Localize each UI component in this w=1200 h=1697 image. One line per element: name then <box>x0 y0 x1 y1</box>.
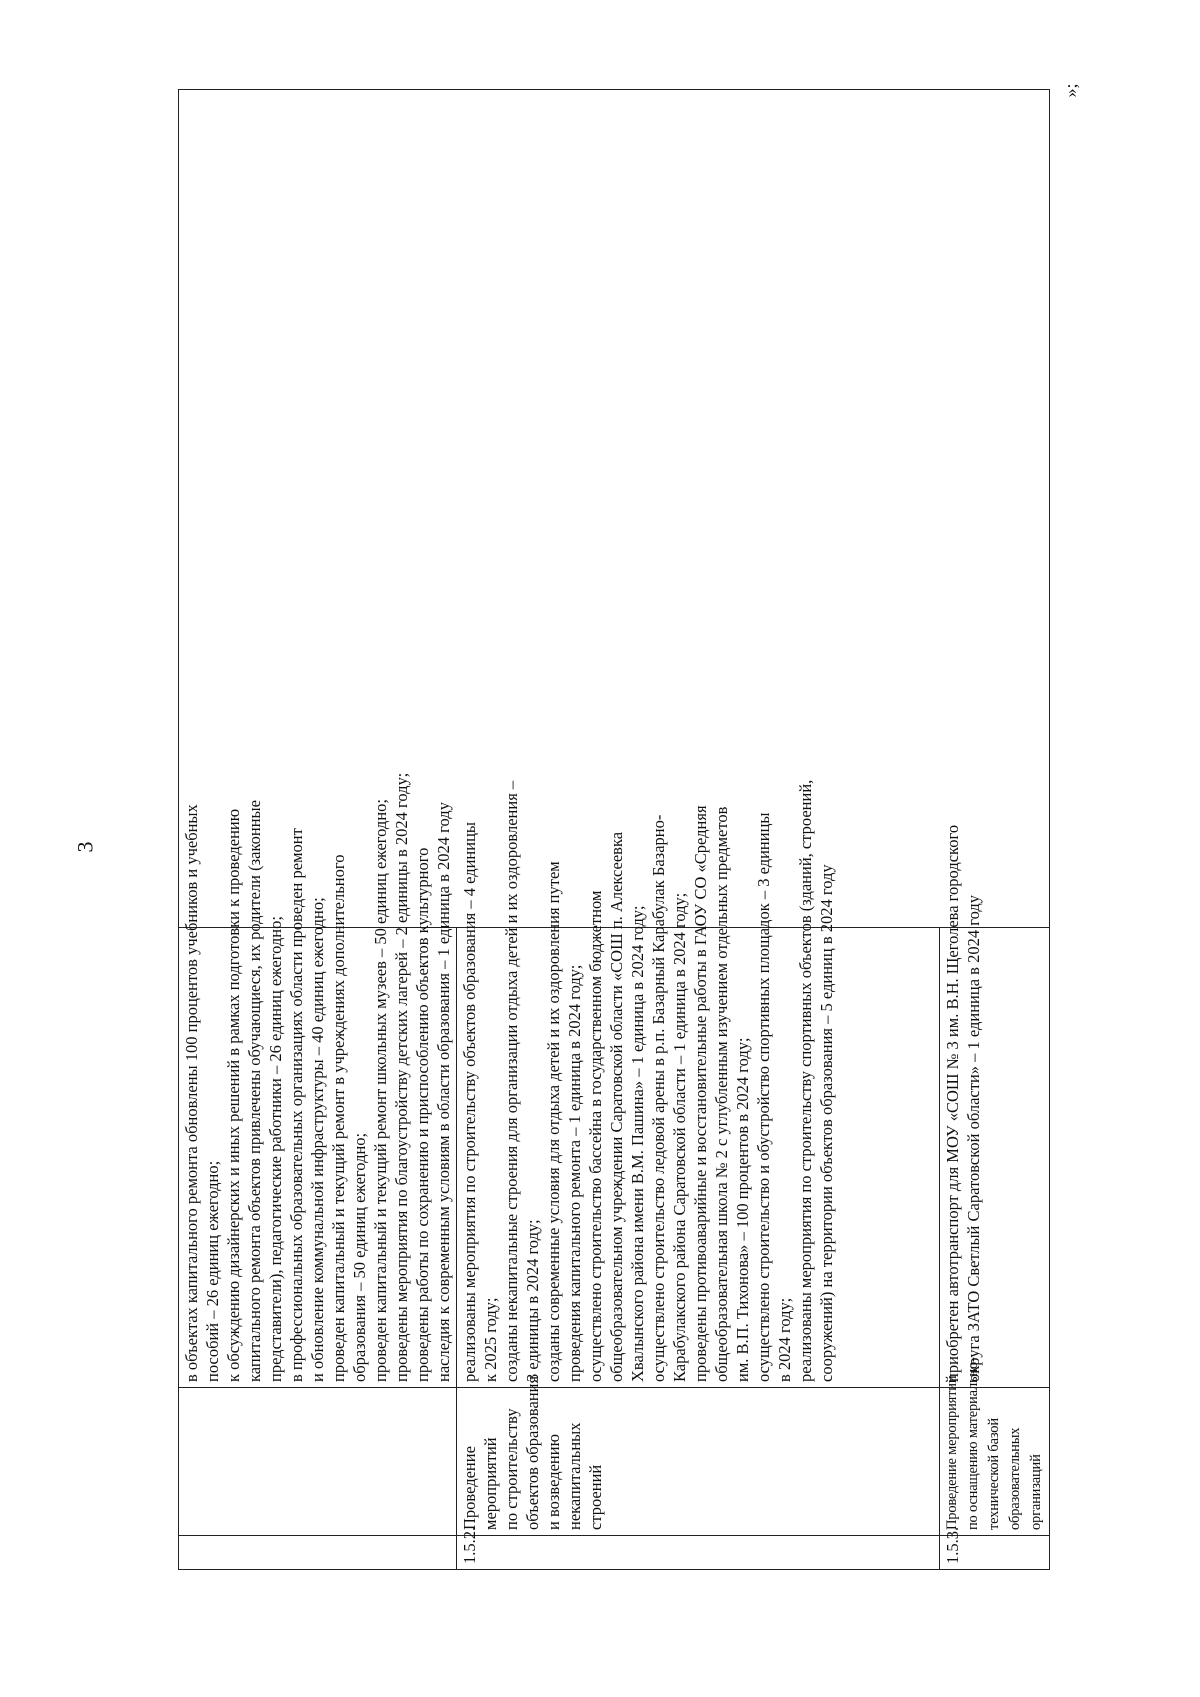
result-line: образования – 50 единиц ежегодно; <box>350 1132 369 1382</box>
measure-name-line: некапитальных <box>565 1422 584 1530</box>
result-line: Карабулакского района Саратовской области – 1 единица в 2024 году; <box>670 892 689 1382</box>
measure-name-line: Проведение мероприятий <box>944 1375 960 1530</box>
row-number-cell: 1.5.3. <box>940 1536 1050 1570</box>
measure-name-line: организаций <box>1028 1454 1044 1530</box>
closing-quote-mark: »; <box>1060 83 1081 98</box>
result-line: 3 единицы в 2024 году; <box>523 1219 542 1382</box>
result-line: наследия к современным условиям в области образования – 1 единица в 2024 году <box>434 802 453 1382</box>
result-line: пособий – 26 единиц ежегодно; <box>203 1160 222 1382</box>
measure-name-cell <box>457 1375 940 1536</box>
measure-name-line: образовательных <box>1007 1427 1023 1530</box>
result-line: к 2025 году; <box>481 1297 500 1382</box>
result-line: осуществлено строительство ледовой арены в р.п. Базарный Карабулак Базарно- <box>649 814 668 1382</box>
result-line: проведен капитальный и текущий ремонт в учреждениях дополнительного <box>329 854 348 1382</box>
result-line: проведены мероприятия по благоустройству детских лагерей – 2 единицы в 2024 году; <box>392 772 411 1382</box>
measure-name-line: технической базой <box>986 1418 1002 1530</box>
result-line: в 2024 году; <box>775 1297 794 1382</box>
result-line: осуществлено строительство и обустройство спортивных площадок – 3 единицы <box>754 812 773 1382</box>
result-line: к обсуждению дизайнерских и иных решений в рамках подготовки к проведению <box>224 808 243 1382</box>
page-number: 3 <box>72 841 98 853</box>
result-line: созданы некапитальные строения для организации отдыха детей и их оздоровления – <box>502 780 521 1382</box>
row-number-cell: 1.5.2. <box>457 1536 940 1570</box>
row-number-cell <box>179 1536 457 1570</box>
result-line: реализованы мероприятия по строительству объектов образования – 4 единицы <box>460 821 479 1382</box>
result-cell <box>179 772 457 1388</box>
measure-name-cell <box>179 1388 457 1536</box>
measure-name-line: по строительству <box>502 1408 521 1530</box>
measures-table <box>178 89 1050 1570</box>
measure-name-cell <box>940 1357 1050 1536</box>
result-line: капитального ремонта объектов привлечены обучающиеся, их родители (законные <box>245 800 264 1382</box>
result-line: им. В.П. Тихонова» – 100 процентов в 2024 году; <box>733 1037 752 1382</box>
measure-name-line: строений <box>586 1464 605 1530</box>
result-line: созданы современные условия для отдыха детей и их оздоровления путем <box>544 861 563 1382</box>
result-line: осуществлено строительство бассейна в государственном бюджетном <box>586 890 605 1382</box>
result-cell <box>457 779 940 1388</box>
measure-name-line: мероприятий <box>481 1437 500 1530</box>
result-line: общеобразовательном учреждении Саратовской области «СОШ п. Алексеевка <box>607 831 626 1382</box>
empty-cell <box>179 90 1050 928</box>
rotated-table-wrapper <box>178 90 1108 1570</box>
measure-name-line: Проведение <box>460 1446 479 1530</box>
result-line: проведены противоаварийные и восстановительные работы в ГАОУ СО «Средняя <box>691 805 710 1382</box>
measure-name-line: по оснащению материально- <box>965 1357 981 1530</box>
result-line: проведен капитальный и текущий ремонт школьных музеев – 50 единиц ежегодно; <box>371 799 390 1382</box>
result-line: округа ЗАТО Светлый Саратовской области» – 1 единица в 2024 году <box>964 895 983 1382</box>
result-line: и обновление коммунальной инфраструктуры – 40 единиц ежегодно; <box>308 897 327 1382</box>
result-line: приобретен автотранспорт для МОУ «СОШ № 3 им. В.Н. Щеголева городского <box>943 824 962 1382</box>
measure-name-line: и возведению <box>544 1434 563 1530</box>
result-line: в профессиональных образовательных организациях области проведен ремонт <box>287 828 306 1382</box>
result-cell <box>940 824 1050 1388</box>
result-line: общеобразовательная школа № 2 с углубленным изучением отдельных предметов <box>712 806 731 1382</box>
result-line: в объектах капитального ремонта обновлены 100 процентов учебников и учебных <box>182 804 201 1382</box>
result-line: сооружений) на территории объектов образования – 5 единиц в 2024 году <box>817 864 836 1382</box>
measure-name-line: объектов образования <box>523 1375 542 1530</box>
result-line: представители), педагогические работники – 26 единиц ежегодно; <box>266 916 285 1382</box>
result-line: Хвалынского района имени В.М. Пашина» – 1 единица в 2024 году; <box>628 905 647 1382</box>
result-line: проведены работы по сохранению и приспособлению объектов культурного <box>413 847 432 1382</box>
result-line: проведения капитального ремонта – 1 единица в 2024 году; <box>565 964 584 1382</box>
result-line: реализованы мероприятия по строительству спортивных объектов (зданий, строений, <box>796 779 815 1382</box>
table-row <box>179 90 457 1570</box>
